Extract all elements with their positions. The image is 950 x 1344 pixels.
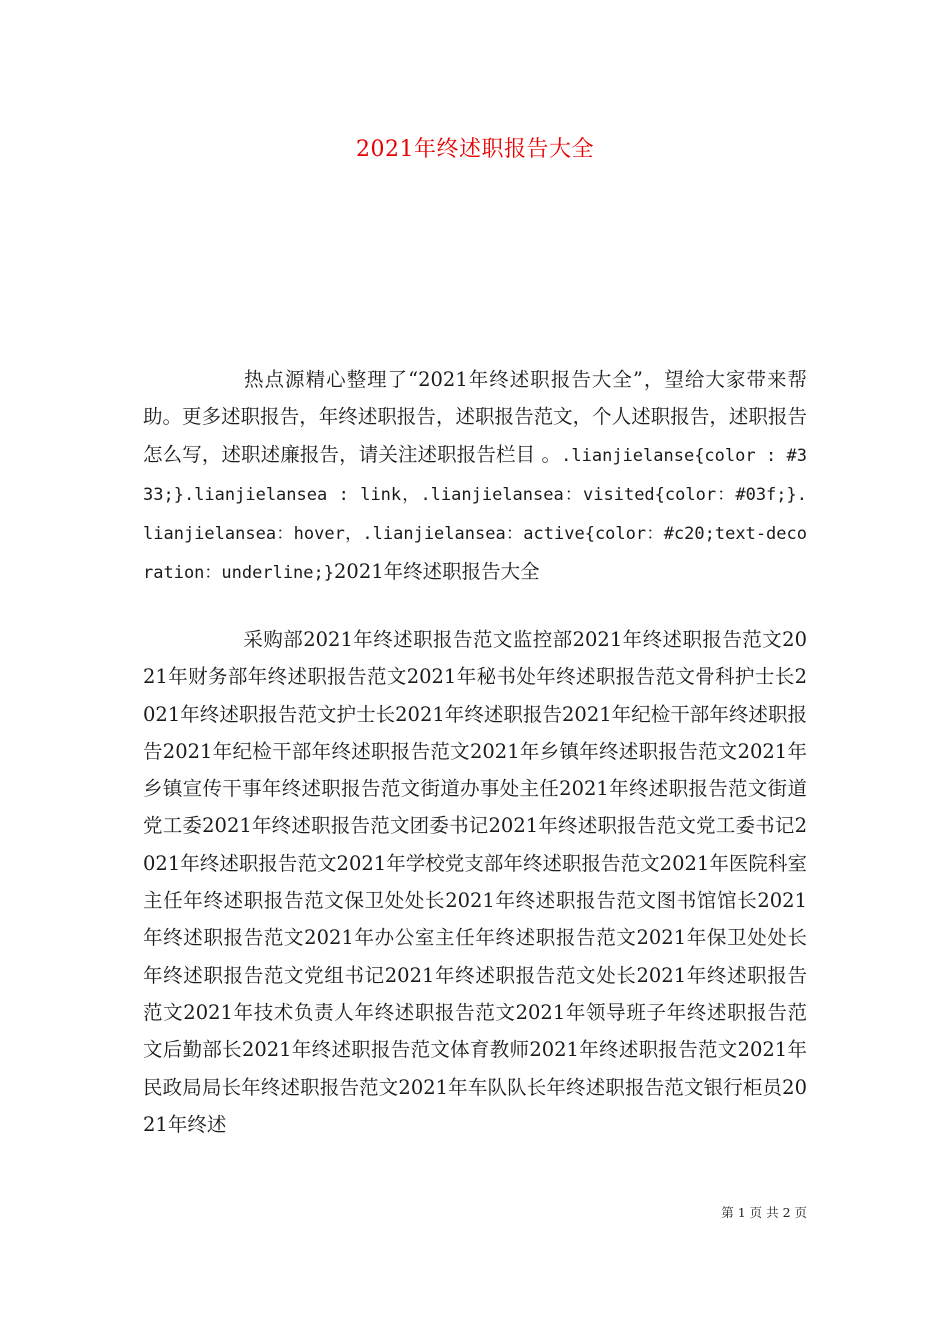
page-number: 第 1 页 共 2 页 [721,1205,807,1220]
report-list-paragraph [143,621,807,1143]
intro-tail-text: 2021年终述职报告大全 [334,560,540,584]
css-code-text: .lianjielanse{color : #333;}.lianjielansea : link，.lianjielansea：visited{color：#03f;}.lianjielansea：hover，.lianjielansea：active{color：#c20;text-decoration：underline;} [143,445,807,584]
intro-text: 热点源精心整理了“2021年终述职报告大全”，望给大家带来帮助。更多述职报告，年终述职报告，述职报告范文，个人述职报告，述职报告怎么写，述职述廉报告，请关注述职报告栏目 。 [143,368,807,466]
document-title: 2021年终述职报告大全 [356,137,594,162]
report-list-text: 采购部2021年终述职报告范文监控部2021年终述职报告范文2021年财务部年终述职报告范文2021年秘书处年终述职报告范文骨科护士长2021年终述职报告范文护士长2021年终述职报告2021年纪检干部年终述职报告2021年纪检干部年终述职报告范文2021年乡镇年终述职报告范文2021年乡镇宣传干事年终述职报告范文街道办事处主任2021年终述职报告范文街道党工委2021年终述职报告范文团委书记2021年终述职报告范文党工委书记2021年终述职报告范文2021年学校党支部年终述职报告范文2021年医院科室主任年终述职报告范文保卫处处长2021年终述职报告范文图书馆馆长2021年终述职报告范文2021年办公室主任年终述职报告范文2021年保卫处处长年终述职报告范文党组书记2021年终述职报告范文处长2021年终述职报告范文2021年技术负责人年终述职报告范文2021年领导班子年终述职报告范文后勤部长2021年终述职报告范文体育教师2021年终述职报告范文2021年民政局局长年终述职报告范文2021年车队队长年终述职报告范文银行柜员2021年终述 [143,628,807,1136]
intro-paragraph [143,361,807,593]
